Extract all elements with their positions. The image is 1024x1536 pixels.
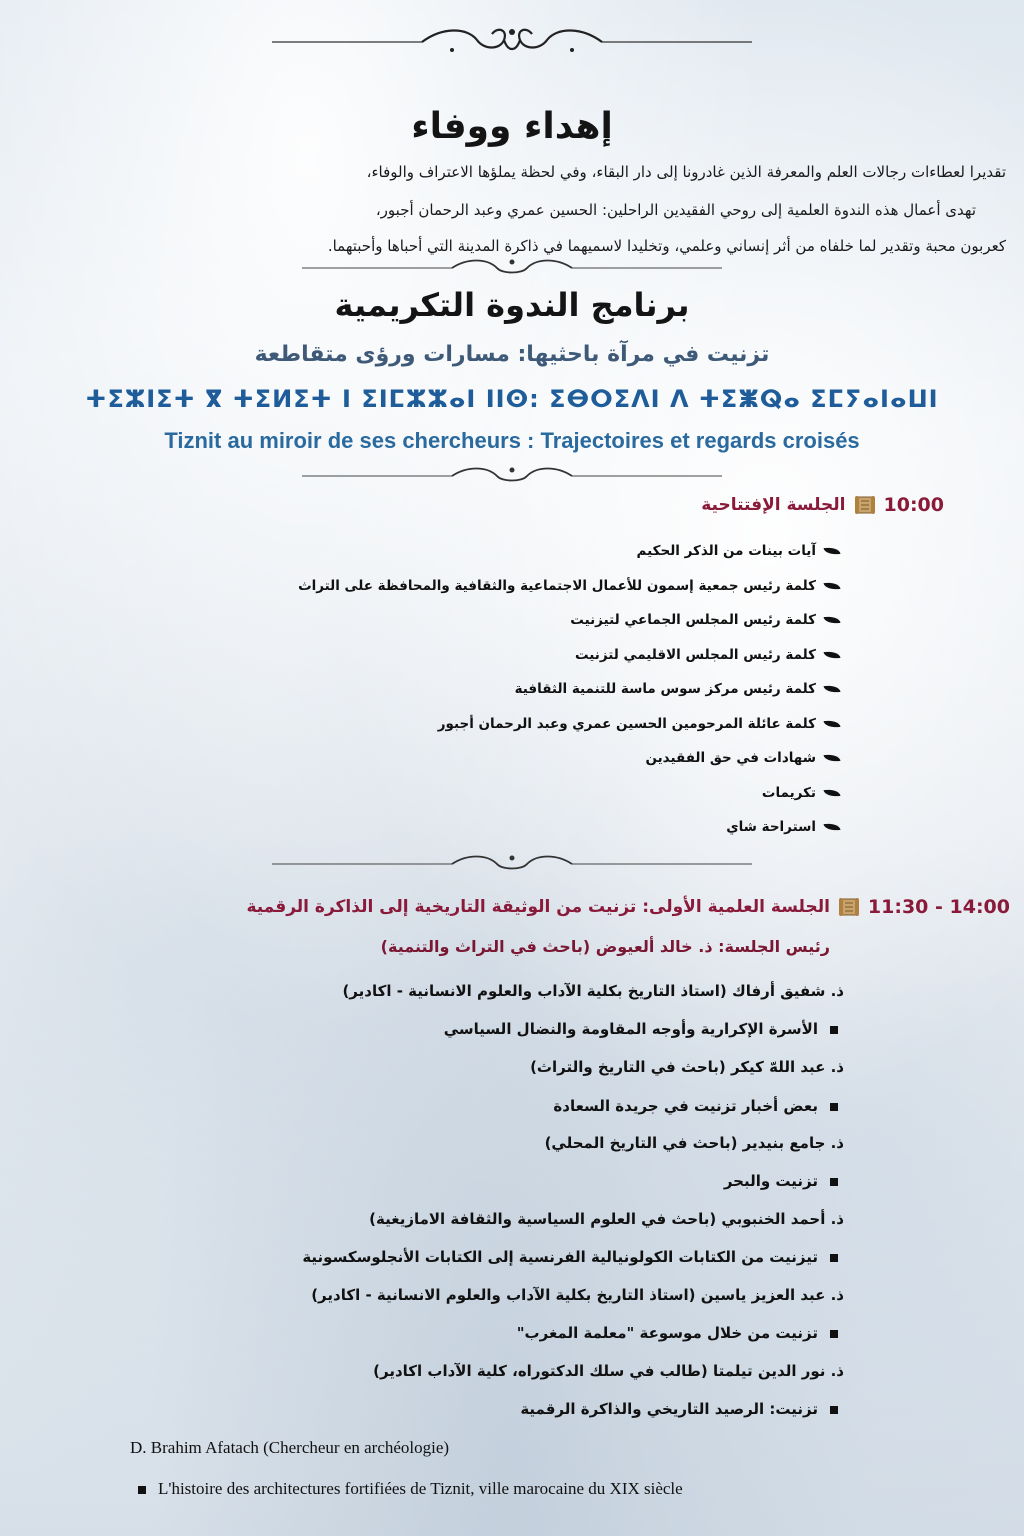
leaf-bullet-icon — [824, 788, 841, 798]
opening-session-time: 10:00 — [883, 494, 944, 516]
list-item: تكريمات — [140, 776, 840, 811]
program-subtitle-french: Tiznit au miroir de ses chercheurs : Trajectoires et regards croisés — [164, 428, 860, 453]
list-item: استراحة شاي — [140, 810, 840, 845]
list-item: كلمة رئيس جمعية إسمون للأعمال الاجتماعية والثقافية والمحافظة على التراث — [140, 569, 840, 604]
program-subtitle-tifinagh: ⵜⵉⵣⵏⵉⵜ ⴳ ⵜⵉⵍⵉⵜ ⵏ ⵉⵏⵎⵣⵣⴰⵏ ⵏⵏⵙ: ⵉⴱⵔⵉⴷⵏ ⴷ ⵜⵉⵥⵕⴰ ⵉⵎⵢⴰⵏⴰⵡⵏ — [85, 385, 939, 413]
opening-session-items — [140, 534, 840, 845]
program-subtitle-arabic: تزنيت في مرآة باحثيها: مسارات ورؤى متقاطعة — [254, 342, 770, 367]
topic-2: بعض أخبار تزنيت في جريدة السعادة — [553, 1097, 838, 1115]
leaf-bullet-icon — [824, 719, 841, 729]
speaker-3: ذ. جامع بنيدير (باحث في التاريخ المحلي) — [544, 1134, 844, 1152]
speaker-5: ذ. عبد العزيز ياسين (استاذ التاريخ بكلية الآداب والعلوم الانسانية - اكادير) — [311, 1286, 844, 1304]
square-bullet-icon — [138, 1486, 146, 1494]
divider-ornament-2 — [0, 462, 1024, 490]
dedication-line-1: تقديرا لعطاءات رجالات العلم والمعرفة الذين غادرونا إلى دار البقاء، وفي لحظة يملؤها الاعتراف والوفاء، — [366, 163, 1006, 181]
divider-ornament-3 — [0, 850, 1024, 878]
opening-session-title: الجلسة الإفتتاحية — [701, 495, 846, 515]
leaf-bullet-icon — [824, 753, 841, 763]
topic-6: تزنيت: الرصيد التاريخي والذاكرة الرقمية — [520, 1400, 838, 1418]
leaf-bullet-icon — [824, 581, 841, 591]
opening-session-header — [701, 494, 944, 516]
square-bullet-icon — [830, 1330, 838, 1338]
list-item: كلمة رئيس مركز سوس ماسة للتنمية الثقافية — [140, 672, 840, 707]
leaf-bullet-icon — [824, 684, 841, 694]
dedication-title: إهداء ووفاء — [411, 106, 613, 147]
topic-5: تزنيت من خلال موسوعة "معلمة المغرب" — [517, 1324, 838, 1342]
first-session-time: 11:30 - 14:00 — [867, 896, 1010, 918]
square-bullet-icon — [830, 1178, 838, 1186]
program-title: برنامج الندوة التكريمية — [334, 286, 690, 324]
dedication-line-3: كعربون محبة وتقدير لما خلفاه من أثر إنساني وعلمي، وتخليدا لاسميهما في ذاكرة المدينة التي أحباها وأحبتهما. — [327, 237, 1006, 255]
scroll-icon — [838, 897, 860, 917]
session-chair: رئيس الجلسة: ذ. خالد ألعيوض (باحث في التراث والتنمية) — [380, 937, 830, 956]
list-item: شهادات في حق الفقيدين — [140, 741, 840, 776]
list-item: كلمة عائلة المرحومين الحسين عمري وعبد الرحمان أجبور — [140, 707, 840, 742]
speaker-2: ذ. عبد اللهّ كيكر (باحث في التاريخ والتراث) — [530, 1058, 844, 1076]
scroll-icon — [854, 495, 876, 515]
leaf-bullet-icon — [824, 615, 841, 625]
leaf-bullet-icon — [824, 650, 841, 660]
list-item: كلمة رئيس المجلس الجماعي لتيزنيت — [140, 603, 840, 638]
first-session-header — [246, 896, 1010, 918]
topic-3: تزنيت والبحر — [724, 1172, 838, 1190]
leaf-bullet-icon — [824, 546, 841, 556]
top-ornament — [0, 22, 1024, 62]
topic-1: الأسرة الإكرارية وأوجه المقاومة والنضال السياسي — [444, 1020, 838, 1038]
speaker-1: ذ. شفيق أرفاك (استاذ التاريخ بكلية الآداب والعلوم الانسانية - اكادير) — [342, 982, 844, 1000]
speaker-7-french: D. Brahim Afatach (Chercheur en archéologie) — [130, 1438, 450, 1457]
speaker-4: ذ. أحمد الخنبوبي (باحث في العلوم السياسية والثقافة الامازيغية) — [369, 1210, 844, 1228]
square-bullet-icon — [830, 1254, 838, 1262]
square-bullet-icon — [830, 1103, 838, 1111]
speaker-6: ذ. نور الدين تيلمتا (طالب في سلك الدكتوراه، كلية الآداب اكادير) — [373, 1362, 844, 1380]
dedication-line-2: تهدى أعمال هذه الندوة العلمية إلى روحي الفقيدين الراحلين: الحسين عمري وعبد الرحمان أجبور، — [375, 201, 976, 219]
square-bullet-icon — [830, 1026, 838, 1034]
first-session-title: الجلسة العلمية الأولى: تزنيت من الوثيقة التاريخية إلى الذاكرة الرقمية — [246, 897, 830, 917]
leaf-bullet-icon — [824, 822, 841, 832]
list-item: كلمة رئيس المجلس الاقليمي لتزنيت — [140, 638, 840, 673]
divider-ornament — [0, 254, 1024, 282]
square-bullet-icon — [830, 1406, 838, 1414]
list-item: آيات بينات من الذكر الحكيم — [140, 534, 840, 569]
topic-4: تيزنيت من الكتابات الكولونيالية الفرنسية إلى الكتابات الأنجلوسكسونية — [302, 1248, 838, 1266]
topic-7-french: L'histoire des architectures fortifiées de Tiznit, ville marocaine du XIX siècle — [138, 1479, 683, 1499]
